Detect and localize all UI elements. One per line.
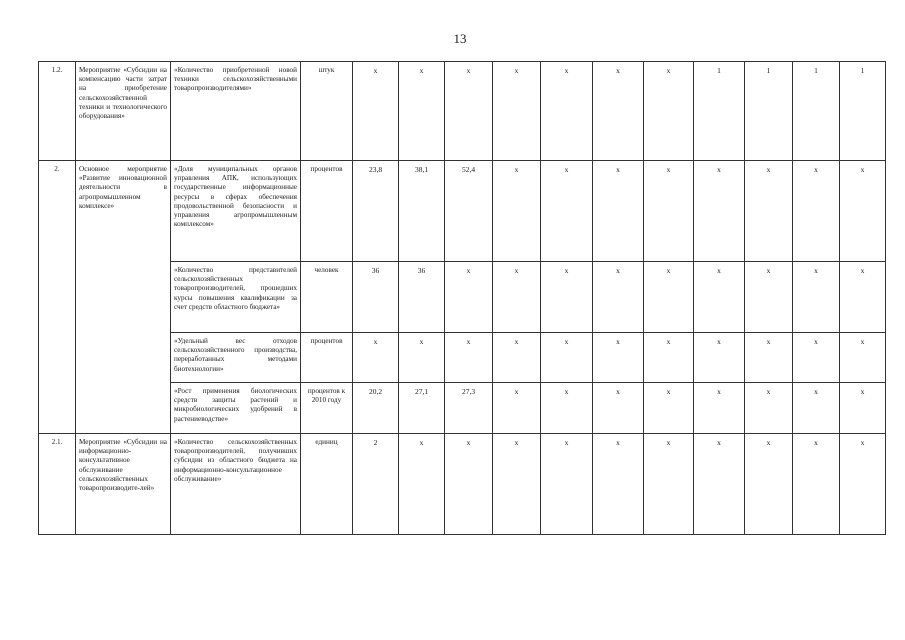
value-cell: х — [793, 383, 840, 434]
value-cell: х — [840, 383, 886, 434]
value-cell: х — [694, 333, 745, 383]
value-cell: х — [644, 262, 694, 333]
indicator-name: «Удельный вес отходов сельскохозяйственного производства, переработанных методами биотехнологии» — [171, 333, 301, 383]
value-cell: 2 — [353, 434, 399, 535]
value-cell: х — [445, 434, 493, 535]
value-cell: х — [399, 434, 445, 535]
value-cell: х — [493, 161, 541, 262]
value-cell: х — [745, 383, 793, 434]
unit-of-measure: процентов — [301, 333, 353, 383]
value-cell: 23,8 — [353, 161, 399, 262]
measure-name: Мероприятие «Субсидии на информационно-консультативное обслуживание сельскохозяйственных товаропроизводите-лей» — [76, 434, 171, 535]
value-cell: х — [593, 333, 644, 383]
value-cell: х — [793, 262, 840, 333]
value-cell: х — [493, 333, 541, 383]
value-cell: х — [593, 62, 644, 161]
value-cell: х — [593, 262, 644, 333]
unit-of-measure: процентов — [301, 161, 353, 262]
value-cell: х — [840, 161, 886, 262]
table-row — [39, 161, 886, 262]
unit-of-measure: единиц — [301, 434, 353, 535]
value-cell: х — [840, 434, 886, 535]
value-cell: 27,1 — [399, 383, 445, 434]
value-cell: х — [541, 62, 593, 161]
page-number: 13 — [453, 31, 467, 46]
unit-of-measure: человек — [301, 262, 353, 333]
value-cell: х — [541, 333, 593, 383]
row-number: 1.2. — [39, 62, 76, 161]
measure-name: Основное мероприятие «Развитие инновационной деятельности в агропромышленном комплексе» — [76, 161, 171, 434]
value-cell: х — [644, 333, 694, 383]
value-cell: х — [541, 161, 593, 262]
value-cell: 1 — [840, 62, 886, 161]
value-cell: 1 — [793, 62, 840, 161]
table-row — [39, 434, 886, 535]
indicators-table — [38, 61, 886, 535]
unit-of-measure: штук — [301, 62, 353, 161]
value-cell: х — [399, 333, 445, 383]
value-cell: х — [694, 161, 745, 262]
value-cell: 20,2 — [353, 383, 399, 434]
value-cell: 27,3 — [445, 383, 493, 434]
value-cell: х — [694, 383, 745, 434]
value-cell: х — [745, 333, 793, 383]
value-cell: х — [541, 383, 593, 434]
value-cell: х — [694, 262, 745, 333]
value-cell: х — [541, 434, 593, 535]
value-cell: х — [745, 262, 793, 333]
indicator-name: «Количество приобретенной новой техники сельскохозяйственными товаропроизводителями» — [171, 62, 301, 161]
value-cell: х — [493, 262, 541, 333]
value-cell: х — [793, 161, 840, 262]
value-cell: х — [840, 333, 886, 383]
value-cell: х — [644, 161, 694, 262]
value-cell: х — [445, 262, 493, 333]
indicator-name: «Рост применения биологических средств защиты растений и микробиологических удобрений в растениеводстве» — [171, 383, 301, 434]
unit-of-measure: процентов к 2010 году — [301, 383, 353, 434]
value-cell: х — [493, 383, 541, 434]
value-cell: х — [399, 62, 445, 161]
measure-name: Мероприятие «Субсидии на компенсацию части затрат на приобретение сельскохозяйственной техники и технологического оборудования» — [76, 62, 171, 161]
value-cell: х — [694, 434, 745, 535]
indicator-name: «Количество представителей сельскохозяйственных товаропроизводителей, прошедших курсы повышения квалификации за счет средств областного бюджета» — [171, 262, 301, 333]
value-cell: х — [493, 434, 541, 535]
row-number: 2.1. — [39, 434, 76, 535]
value-cell: х — [840, 262, 886, 333]
value-cell: х — [593, 161, 644, 262]
indicator-name: «Доля муниципальных органов управления АПК, использующих государственные информационные ресурсы в сферах обеспечения продовольственной безопасности и управления агропромышленным комплексом» — [171, 161, 301, 262]
value-cell: 1 — [694, 62, 745, 161]
row-number: 2. — [39, 161, 76, 434]
value-cell: х — [445, 333, 493, 383]
value-cell: х — [353, 62, 399, 161]
value-cell: х — [541, 262, 593, 333]
value-cell: х — [593, 434, 644, 535]
value-cell: х — [644, 383, 694, 434]
value-cell: 36 — [399, 262, 445, 333]
value-cell: 36 — [353, 262, 399, 333]
table-row — [39, 62, 886, 161]
value-cell: 52,4 — [445, 161, 493, 262]
value-cell: х — [593, 383, 644, 434]
value-cell: х — [644, 434, 694, 535]
value-cell: х — [353, 333, 399, 383]
value-cell: х — [493, 62, 541, 161]
value-cell: х — [793, 434, 840, 535]
value-cell: х — [793, 333, 840, 383]
value-cell: 38,1 — [399, 161, 445, 262]
value-cell: х — [644, 62, 694, 161]
value-cell: х — [745, 434, 793, 535]
value-cell: х — [445, 62, 493, 161]
indicator-name: «Количество сельскохозяйственных товаропроизводителей, получивших субсидии из областного бюджета на информационно-консультационное обслуживание» — [171, 434, 301, 535]
value-cell: 1 — [745, 62, 793, 161]
value-cell: х — [745, 161, 793, 262]
